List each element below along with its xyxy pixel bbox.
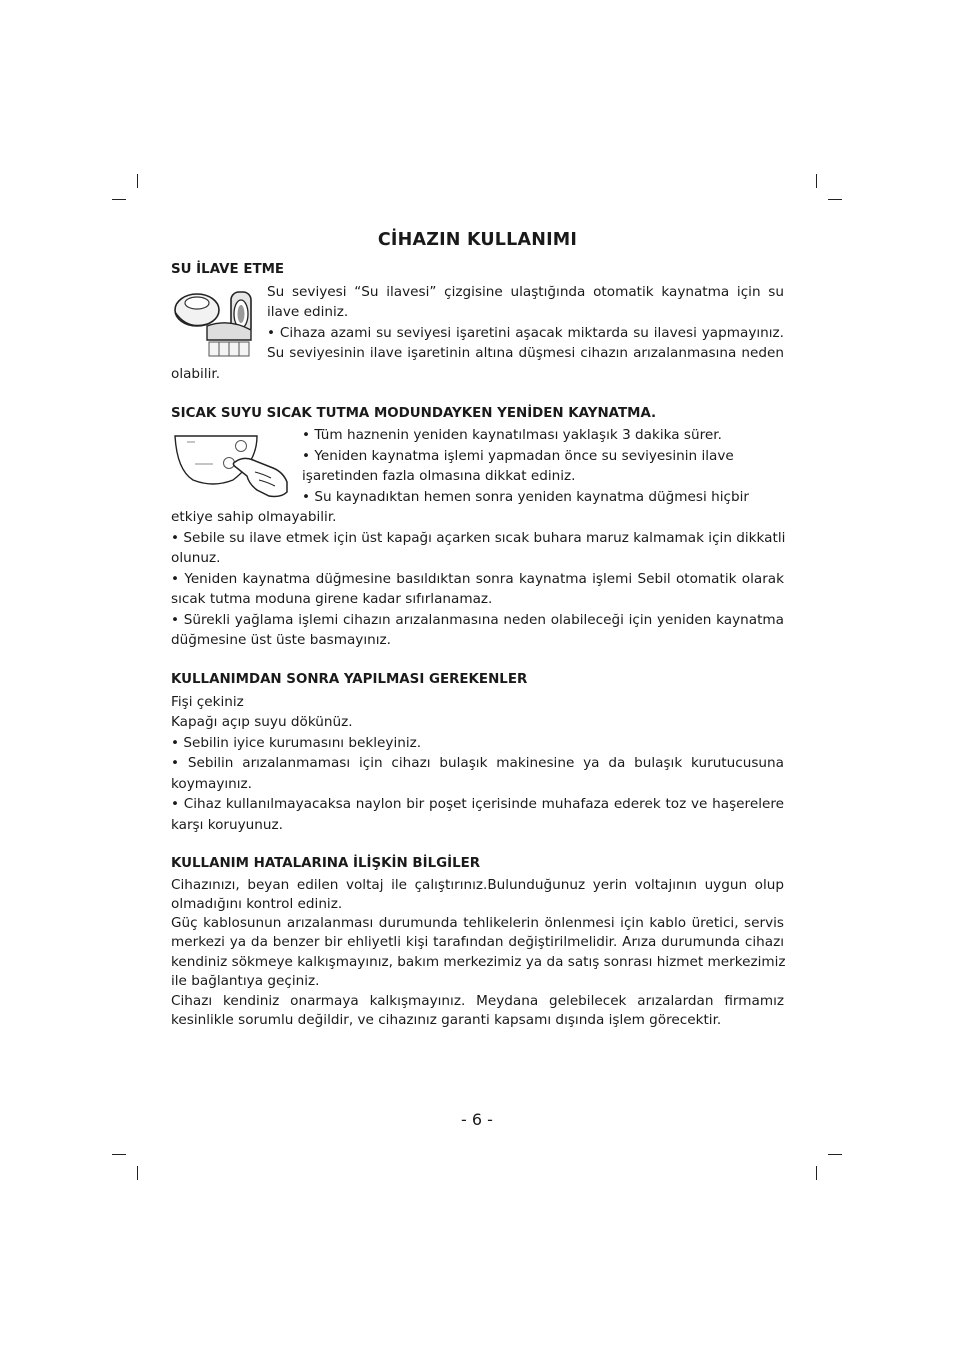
section-heading-reboil: SICAK SUYU SICAK TUTMA MODUNDAYKEN YENİDEN KAYNATMA. — [171, 406, 657, 421]
text-line: Su seviyesinin ilave işaretinin altına düşmesi cihazın arızalanmasına neden — [267, 345, 784, 361]
text-line: Su seviyesi “Su ilavesi” çizgisine ulaştığında otomatik kaynatma için su — [267, 284, 784, 300]
text-line: • Yeniden kaynatma düğmesine basıldıktan sonra kaynatma işlemi Sebil otomatik olarak — [171, 571, 784, 587]
text-line: Kapağı açıp suyu dökünüz. — [171, 714, 353, 730]
text-line: • Tüm haznenin yeniden kaynatılması yaklaşık 3 dakika sürer. — [302, 427, 722, 443]
crop-mark — [112, 1154, 126, 1155]
text-line: ilave ediniz. — [267, 304, 349, 320]
crop-mark — [137, 1166, 138, 1180]
text-line: koymayınız. — [171, 776, 252, 792]
text-line: • Sebilin iyice kurumasını bekleyiniz. — [171, 735, 422, 751]
text-line: Cihazınızı, beyan edilen voltaj ile çalıştırınız.Bulunduğunuz yerin voltajının uygun olup — [171, 877, 784, 893]
text-line: ile bağlantıya geçiniz. — [171, 973, 320, 989]
page-title: CİHAZIN KULLANIMI — [377, 230, 578, 250]
crop-mark — [828, 199, 842, 200]
text-line: olabilir. — [171, 366, 221, 382]
text-line: kendiniz sökmeye kalkışmayınız, bakım merkezimiz ya da satış sonrası hizmet merkezimiz — [171, 954, 786, 970]
text-line: işaretinden fazla olmasına dikkat ediniz. — [302, 468, 576, 484]
section-heading-water-add: SU İLAVE ETME — [171, 262, 285, 277]
text-line: • Yeniden kaynatma işlemi yapmadan önce su seviyesinin ilave — [302, 448, 734, 464]
text-line: kesinlikle sorumlu değildir, ve cihazınız garanti kapsamı dışında işlem görecektir. — [171, 1012, 722, 1028]
text-line: • Cihaz kullanılmayacaksa naylon bir poşet içerisinde muhafaza ederek toz ve haşerelere — [171, 796, 784, 812]
crop-mark — [137, 174, 138, 188]
text-line: etkiye sahip olmayabilir. — [171, 509, 337, 525]
text-line: karşı koruyunuz. — [171, 817, 283, 833]
page-number: - 6 - — [461, 1110, 493, 1129]
crop-mark — [816, 174, 817, 188]
text-line: Fişi çekiniz — [171, 694, 244, 710]
crop-mark — [112, 199, 126, 200]
water-pot-lid-icon — [173, 286, 259, 358]
crop-mark — [816, 1166, 817, 1180]
section-heading-after-use: KULLANIMDAN SONRA YAPILMASI GEREKENLER — [171, 672, 528, 687]
reboil-button-panel-icon — [173, 432, 293, 500]
text-line: Güç kablosunun arızalanması durumunda tehlikelerin önlenmesi için kablo üretici, servis — [171, 915, 784, 931]
text-line: düğmesine üst üste basmayınız. — [171, 632, 391, 648]
section-heading-usage-errors: KULLANIM HATALARINA İLİŞKİN BİLGİLER — [171, 856, 481, 871]
text-line: • Sürekli yağlama işlemi cihazın arızalanmasına neden olabileceği için yeniden kaynatma — [171, 612, 784, 628]
text-line: sıcak tutma moduna girene kadar sıfırlanamaz. — [171, 591, 493, 607]
text-line: merkezi ya da benzer bir ehliyetli kişi tarafından değiştirilmelidir. Arıza durumunda cihazı — [171, 934, 784, 950]
text-line: • Cihaza azami su seviyesi işaretini aşacak miktarda su ilavesi yapmayınız. — [267, 325, 784, 341]
text-line: • Su kaynadıktan hemen sonra yeniden kaynatma düğmesi hiçbir — [302, 489, 749, 505]
text-line: • Sebilin arızalanmaması için cihazı bulaşık makinesine ya da bulaşık kurutucusuna — [171, 755, 784, 771]
text-line: Cihazı kendiniz onarmaya kalkışmayınız. Meydana gelebilecek arızalardan firmamız — [171, 993, 784, 1009]
text-line: • Sebile su ilave etmek için üst kapağı açarken sıcak buhara maruz kalmamak için dikkatli — [171, 530, 786, 546]
text-line: olunuz. — [171, 550, 221, 566]
crop-mark — [828, 1154, 842, 1155]
text-line: olmadığını kontrol ediniz. — [171, 896, 343, 912]
